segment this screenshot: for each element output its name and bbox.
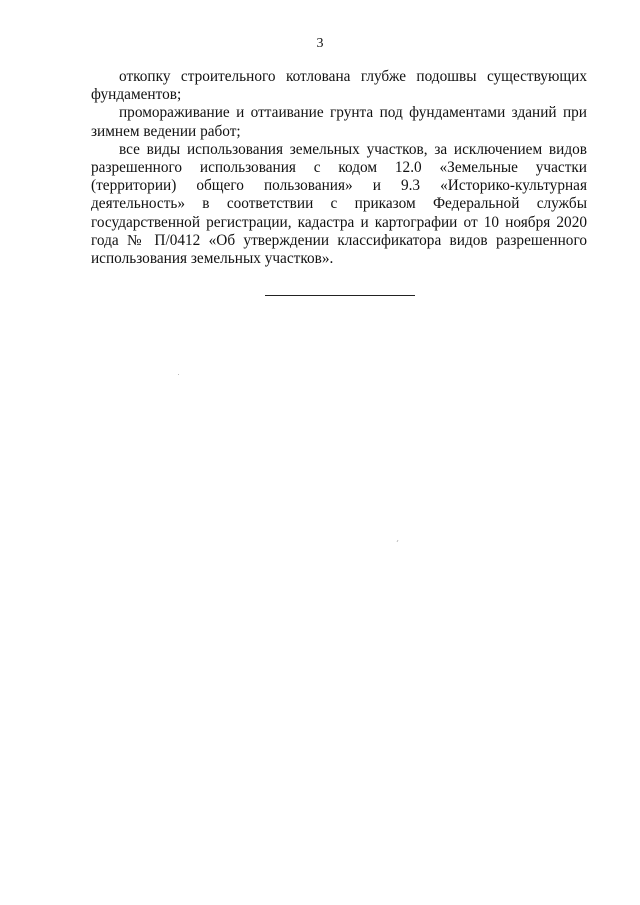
end-separator-line bbox=[265, 295, 415, 296]
document-body bbox=[91, 68, 587, 268]
paragraph-freezing: промораживание и оттаивание грунта под фундаментами зданий при зимнем ведении работ; bbox=[91, 104, 587, 140]
paragraph-excavation: откопку строительного котлована глубже подошвы существующих фундаментов; bbox=[91, 68, 587, 104]
paragraph-land-use: все виды использования земельных участков, за исключением видов разрешенного использования с кодом 12.0 «Земельные участки (территории) общего пользования» и 9.3 «Историко-культурная деятельность» в соответствии с приказом Федеральной службы государственной регистрации, кадастра и картографии от 10 ноября 2020 года № П/0412 «Об утверждении классификатора видов разрешенного использования земельных участков». bbox=[91, 140, 587, 268]
page-number: 3 bbox=[316, 36, 324, 51]
scan-speck bbox=[397, 540, 399, 542]
scan-speck bbox=[178, 374, 179, 375]
